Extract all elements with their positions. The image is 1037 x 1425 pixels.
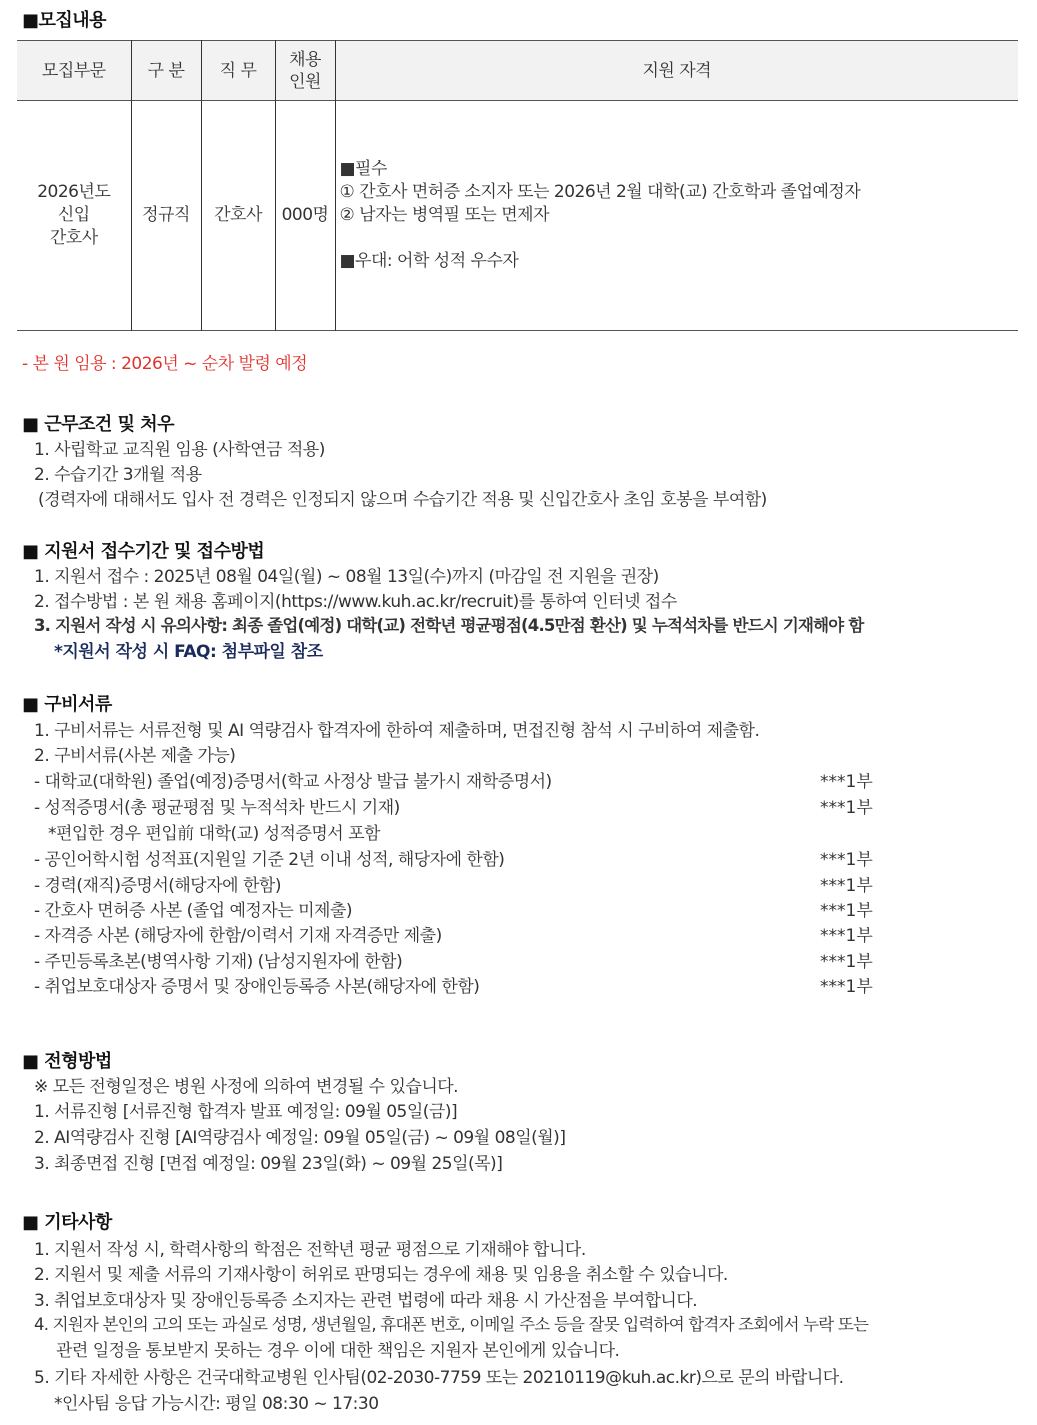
application-faq: *지원서 작성 시 FAQ: 첨부파일 참조 <box>54 642 323 662</box>
misc-line-2: 2. 지원서 및 제출 서류의 기재사항이 허위로 판명되는 경우에 채용 및 임용을 취소할 수 있습니다. <box>34 1265 728 1285</box>
cell-dept: 2026년도 신입 간호사 <box>17 101 131 331</box>
application-line-1: 1. 지원서 접수 : 2025년 08월 04일(월) ~ 08월 13일(수)까지 (마감일 전 지원을 권장) <box>34 567 659 587</box>
document-qty: ***1부 <box>820 926 873 946</box>
document-qty: ***1부 <box>820 977 873 997</box>
header-type: 구 분 <box>131 41 201 101</box>
misc-line-5: 5. 기타 자세한 사항은 건국대학교병원 인사팀(02-2030-7759 또는 20210119@kuh.ac.kr)으로 문의 바랍니다. <box>34 1368 844 1388</box>
documents-intro-2: 2. 구비서류(사본 제출 가능) <box>34 746 236 766</box>
appointment-note: - 본 원 임용 : 2026년 ~ 순차 발령 예정 <box>22 354 308 374</box>
misc-line-4-cont: 관련 일정을 통보받지 못하는 경우 이에 대한 책임은 지원자 본인에게 있습니다. <box>56 1341 620 1361</box>
cell-qualification <box>335 101 1018 331</box>
section-title-documents: ■ 구비서류 <box>22 694 112 715</box>
document-qty: ***1부 <box>820 798 873 818</box>
cell-job: 간호사 <box>201 101 275 331</box>
qual-item-1: ① 간호사 면허증 소지자 또는 2026년 2월 대학(교) 간호학과 졸업예정자 <box>339 182 861 202</box>
document-item: *편입한 경우 편입前 대학(교) 성적증명서 포함 <box>48 824 380 844</box>
document-qty: ***1부 <box>820 952 873 972</box>
document-qty: ***1부 <box>820 772 873 792</box>
document-item: - 취업보호대상자 증명서 및 장애인등록증 사본(해당자에 한함) <box>34 977 480 997</box>
qual-required-title: ■필수 <box>339 159 387 179</box>
misc-line-4: 4. 지원자 본인의 고의 또는 과실로 성명, 생년월일, 휴대폰 번호, 이메일 주소 등을 잘못 입력하여 합격자 조회에서 누락 또는 <box>34 1315 869 1334</box>
cell-type: 정규직 <box>131 101 201 331</box>
section-title-misc: ■ 기타사항 <box>22 1212 112 1233</box>
documents-intro-1: 1. 구비서류는 서류전형 및 AI 역량검사 합격자에 한하여 제출하며, 면접진형 참석 시 구비하여 제출함. <box>34 721 760 741</box>
document-item: - 주민등록초본(병역사항 기재) (남성지원자에 한함) <box>34 952 403 972</box>
cell-count: 000명 <box>275 101 335 331</box>
condition-line-1: 1. 사립학교 교직원 임용 (사학연금 적용) <box>34 440 325 460</box>
misc-hours: *인사팀 응답 가능시간: 평일 08:30 ~ 17:30 <box>54 1394 379 1414</box>
document-item: - 간호사 면허증 사본 (졸업 예정자는 미제출) <box>34 901 352 921</box>
application-line-3: 3. 지원서 작성 시 유의사항: 최종 졸업(예정) 대학(교) 전학년 평균평점(4.5만점 환산) 및 누적석차를 반드시 기재해야 함 <box>34 616 864 635</box>
qual-item-2: ② 남자는 병역필 또는 면제자 <box>339 205 549 225</box>
section-title-recruitment: ■모집내용 <box>22 10 107 31</box>
header-job: 직 무 <box>201 41 275 101</box>
misc-line-1: 1. 지원서 작성 시, 학력사항의 학점은 전학년 평균 평점으로 기재해야 합니다. <box>34 1240 586 1260</box>
qual-preferred: ■우대: 어학 성적 우수자 <box>339 251 519 271</box>
document-item: - 공인어학시험 성적표(지원일 기준 2년 이내 성적, 해당자에 한함) <box>34 850 505 870</box>
header-dept: 모집부문 <box>17 41 131 101</box>
document-qty: ***1부 <box>820 850 873 870</box>
section-title-application: ■ 지원서 접수기간 및 접수방법 <box>22 541 265 562</box>
section-title-process: ■ 전형방법 <box>22 1051 112 1072</box>
header-count: 채용 인원 <box>275 41 335 101</box>
application-line-2: 2. 접수방법 : 본 원 채용 홈페이지(https://www.kuh.ac.kr/recruit)를 통하여 인터넷 접수 <box>34 592 677 612</box>
misc-line-3: 3. 취업보호대상자 및 장애인등록증 소지자는 관련 법령에 따라 채용 시 가산점을 부여합니다. <box>34 1291 698 1311</box>
condition-line-3: (경력자에 대해서도 입사 전 경력은 인정되지 않으며 수습기간 적용 및 신입간호사 초임 호봉을 부여함) <box>38 490 767 510</box>
document-item: - 자격증 사본 (해당자에 한함/이력서 기재 자격증만 제출) <box>34 926 442 946</box>
condition-line-2: 2. 수습기간 3개월 적용 <box>34 465 202 485</box>
document-item: - 성적증명서(총 평균평점 및 누적석차 반드시 기재) <box>34 798 400 818</box>
table-row <box>17 101 1018 331</box>
process-note: ※ 모든 전형일정은 병원 사정에 의하여 변경될 수 있습니다. <box>34 1077 459 1097</box>
qual-gap <box>340 227 1018 250</box>
table-header-row <box>17 41 1018 101</box>
process-step-2: 2. AI역량검사 진형 [AI역량검사 예정일: 09월 05일(금) ~ 09월 08일(월)] <box>34 1128 566 1148</box>
document-qty: ***1부 <box>820 876 873 896</box>
document-item: - 대학교(대학원) 졸업(예정)증명서(학교 사정상 발급 불가시 재학증명서) <box>34 772 552 792</box>
recruitment-table <box>17 40 1018 331</box>
section-title-conditions: ■ 근무조건 및 처우 <box>22 414 175 435</box>
document-qty: ***1부 <box>820 901 873 921</box>
process-step-1: 1. 서류진형 [서류진형 합격자 발표 예정일: 09월 05일(금)] <box>34 1102 458 1122</box>
document-item: - 경력(재직)증명서(해당자에 한함) <box>34 876 281 896</box>
process-step-3: 3. 최종면접 진형 [면접 예정일: 09월 23일(화) ~ 09월 25일(목)] <box>34 1154 503 1174</box>
header-qualification: 지원 자격 <box>642 60 712 81</box>
